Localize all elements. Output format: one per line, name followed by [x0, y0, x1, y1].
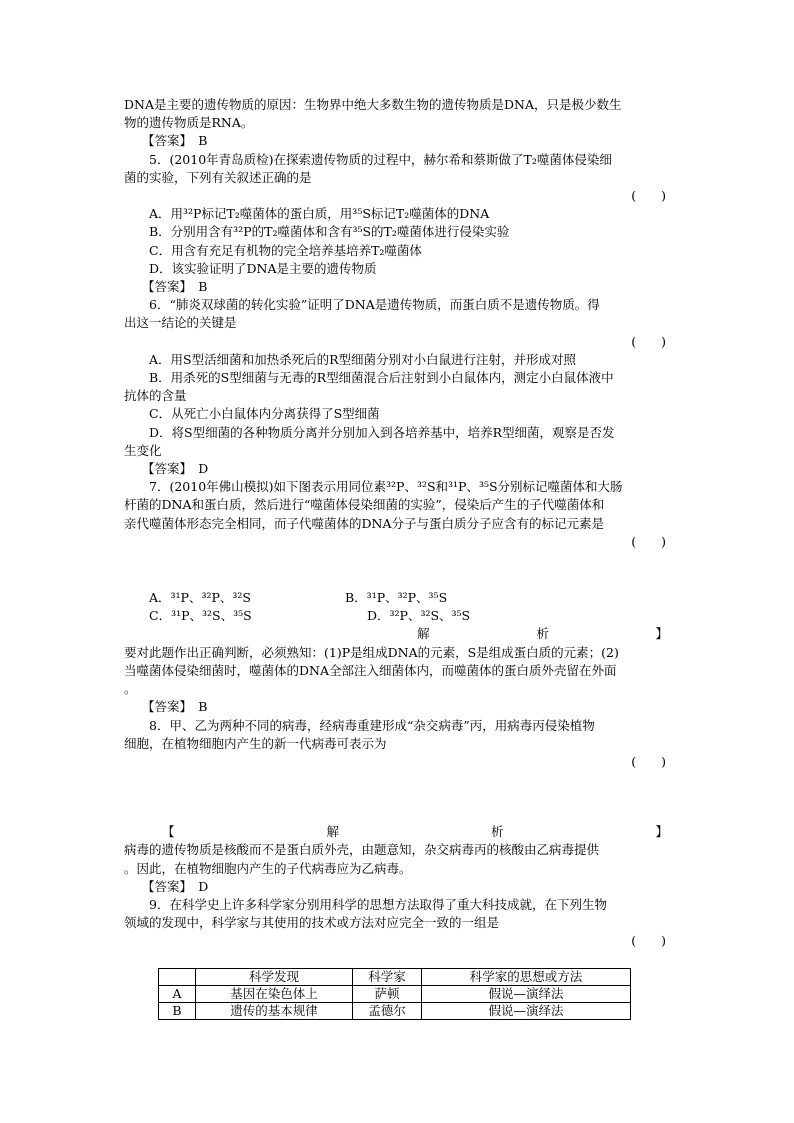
question-stem: 5．(2010年青岛质检)在探索遗传物质的过程中，赫尔希和蔡斯做了T₂噬菌体侵染细 [149, 151, 612, 167]
options-row-2 [124, 607, 668, 625]
question-8 [124, 717, 668, 896]
answer-line: 【答案】 B [142, 279, 208, 295]
table-cell: B [159, 1003, 196, 1020]
table-header-cell: 科学发现 [196, 969, 353, 986]
table-cell: 假说—演绎法 [422, 1003, 631, 1020]
question-stem: 出这一结论的关键是 [124, 315, 237, 331]
analysis-text: 病毒的遗传物质是核酸而不是蛋白质外壳，由题意知，杂交病毒丙的核酸由乙病毒提供 [124, 842, 600, 858]
question-stem: 7．(2010年佛山模拟)如下图表示用同位素³²P、³²S和³¹P、³⁵S分别标记噬菌体和大肠 [149, 479, 623, 495]
question-9 [124, 896, 668, 951]
option-a: A．用³²P标记T₂噬菌体的蛋白质，用³⁵S标记T₂噬菌体的DNA [149, 206, 490, 222]
option-d: D．³²P、³²S、³⁵S [367, 608, 471, 624]
answer-blank: ( ) [631, 533, 666, 549]
analysis-text: 。因此，在植物细胞内产生的子代病毒应为乙病毒。 [124, 860, 412, 876]
question-stem: 领域的发现中，科学家与其使用的技术或方法对应完全一致的一组是 [124, 915, 500, 931]
option-d: D．将S型细菌的各种物质分离并分别加入到各培养基中，培养R型细菌，观察是否发 [149, 424, 615, 440]
intro-line: DNA是主要的遗传物质的原因：生物界中绝大多数生物的遗传物质是DNA，只是极少数生 [124, 97, 622, 112]
question-5 [124, 151, 668, 297]
intro-block [124, 96, 668, 151]
method-table [158, 968, 631, 1020]
option-c: C．用含有充足有机物的完全培养基培养T₂噬菌体 [149, 242, 422, 258]
question-stem: 8．甲、乙为两种不同的病毒，经病毒重建形成“杂交病毒”丙，用病毒丙侵染植物 [149, 717, 595, 733]
answer-blank: ( ) [631, 188, 666, 204]
table-row [159, 986, 631, 1003]
question-6 [124, 296, 668, 478]
option-b: B．用杀死的S型细菌与无毒的R型细菌混合后注射到小白鼠体内，测定小白鼠体液中 [149, 370, 614, 386]
document-body [124, 96, 668, 951]
analysis-heading [124, 625, 668, 643]
analysis-text: 当噬菌体侵染细菌时，噬菌体的DNA全部注入细菌体内，而噬菌体的蛋白质外壳留在外面 [124, 662, 617, 678]
question-stem: 亲代噬菌体形态完全相同，而子代噬菌体的DNA分子与蛋白质分子应含有的标记元素是 [124, 515, 604, 531]
answer-line: 【答案】 B [142, 699, 208, 715]
analysis-char: 析 [536, 626, 549, 642]
table-cell: 萨顿 [353, 986, 422, 1003]
answer-line: 【答案】 B [142, 133, 208, 149]
options-row-1 [124, 589, 668, 607]
question-stem: 6．“肺炎双球菌的转化实验”证明了DNA是遗传物质，而蛋白质不是遗传物质。得 [149, 297, 600, 313]
option-b: B．分别用含有³²P的T₂噬菌体和含有³⁵S的T₂噬菌体进行侵染实验 [149, 224, 510, 240]
question-stem: 菌的实验，下列有关叙述正确的是 [124, 169, 312, 185]
figure-space [124, 771, 668, 823]
analysis-text: 要对此题作出正确判断，必须熟知：(1)P是组成DNA的元素，S是组成蛋白质的元素；(2) [124, 644, 619, 660]
table-cell: 遗传的基本规律 [196, 1003, 353, 1020]
question-stem: 杆菌的DNA和蛋白质，然后进行“噬菌体侵染细菌的实验”，侵染后产生的子代噬菌体和 [124, 497, 605, 513]
answer-line: 【答案】 D [142, 878, 209, 894]
analysis-bracket-close: 】 [655, 626, 668, 642]
question-stem: 9．在科学史上许多科学家分别用科学的思想方法取得了重大科技成就，在下列生物 [149, 896, 607, 912]
answer-blank: ( ) [631, 933, 666, 949]
question-stem: 细胞，在植物细胞内产生的新一代病毒可表示为 [124, 735, 387, 751]
table-row [159, 1003, 631, 1020]
option-b-cont: 抗体的含量 [124, 388, 187, 404]
option-d-cont: 生变化 [124, 442, 162, 458]
figure-space [124, 551, 668, 589]
analysis-bracket-close: 】 [655, 824, 668, 840]
option-b: B．³¹P、³²P、³⁵S [345, 590, 448, 606]
analysis-char: 解 [417, 626, 430, 642]
table-cell: 基因在染色体上 [196, 986, 353, 1003]
table-cell: 假说—演绎法 [422, 986, 631, 1003]
analysis-bracket-open: 【 [162, 824, 175, 840]
option-d: D．该实验证明了DNA是主要的遗传物质 [149, 260, 377, 276]
table-cell: 孟德尔 [353, 1003, 422, 1020]
analysis-char: 解 [326, 824, 339, 840]
answer-blank: ( ) [631, 333, 666, 349]
table-header-cell: 科学家的思想或方法 [422, 969, 631, 986]
option-c: C．³¹P、³²S、³⁵S [149, 608, 252, 624]
analysis-char: 析 [490, 824, 504, 840]
analysis-heading [124, 823, 668, 841]
intro-line: 物的遗传物质是RNA。 [124, 115, 254, 131]
table-header-row [159, 969, 631, 986]
table-header-cell [159, 969, 196, 986]
option-c: C．从死亡小白鼠体内分离获得了S型细菌 [149, 406, 380, 422]
answer-blank: ( ) [631, 753, 666, 769]
analysis-text: 。 [124, 681, 137, 697]
option-a: A．用S型活细菌和加热杀死后的R型细菌分别对小白鼠进行注射，并形成对照 [149, 351, 577, 367]
table-header-cell: 科学家 [353, 969, 422, 986]
table-cell: A [159, 986, 196, 1003]
option-a: A．³¹P、³²P、³²S [149, 590, 251, 606]
question-7 [124, 478, 668, 716]
answer-line: 【答案】 D [142, 461, 209, 477]
